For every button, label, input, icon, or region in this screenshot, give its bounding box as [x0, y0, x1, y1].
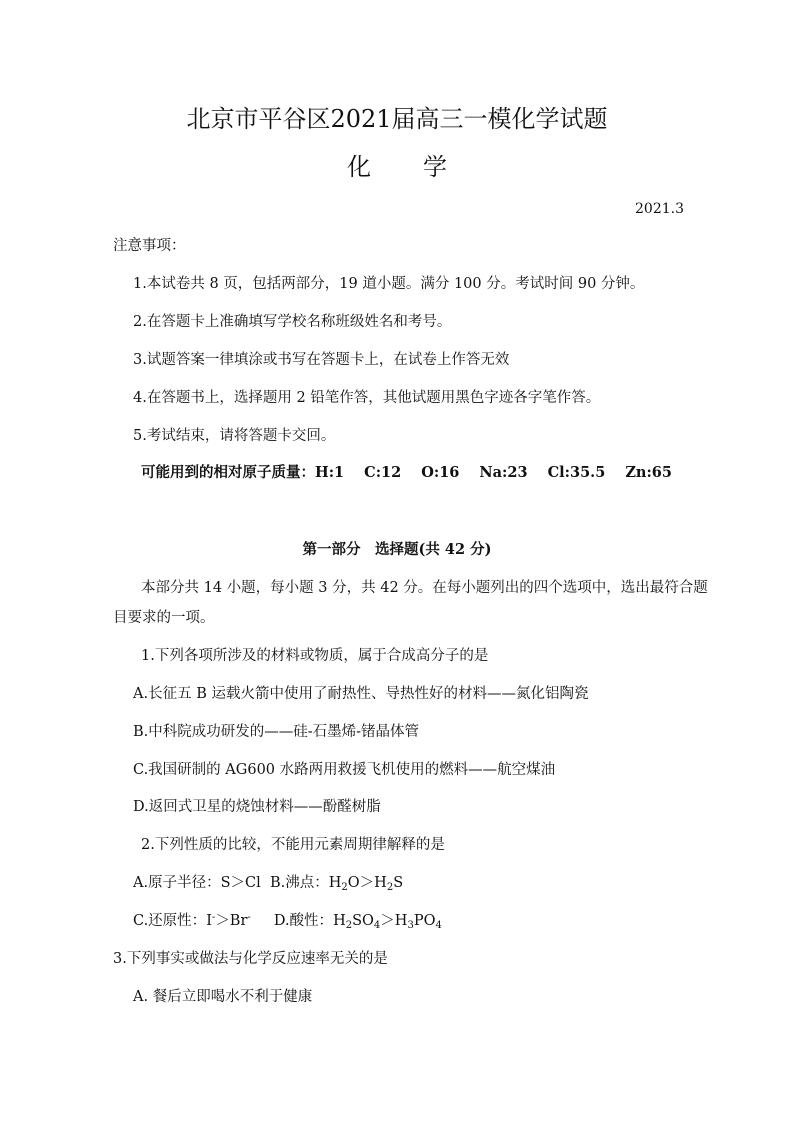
q2-option-a: A.原子半径：S＞Cl: [133, 875, 261, 891]
notes-heading: 注意事项：: [113, 238, 186, 254]
q2-option-b-formula: $H_2O>H_2S$: [328, 875, 404, 893]
atomic-mass-label: 可能用到的相对原子质量：: [141, 464, 315, 481]
exam-date: 2021.3: [635, 201, 684, 217]
q1-option-c: C.我国研制的 AG600 水路两用救援飞机使用的燃料——航空煤油: [133, 762, 556, 778]
q1-option-d: D.返回式卫星的烧蚀材料——酚醛树脂: [133, 799, 381, 815]
atomic-mass-h: H:1: [315, 464, 345, 481]
atomic-mass-cl: Cl:35.5: [547, 464, 606, 481]
part1-intro-line2: 目要求的一项。: [113, 610, 215, 626]
exam-title: 北京市平谷区2021届高三一模化学试题: [186, 105, 608, 133]
q2-option-c-formula: I-＞Br-: [206, 912, 251, 929]
q2-option-d-formula: $H_2SO_4>H_3PO_4$: [333, 913, 442, 931]
q2-option-c-label: C.还原性：: [133, 913, 207, 929]
note-item-2: 2.在答题卡上准确填写学校名称班级姓名和考号。: [133, 314, 452, 330]
part1-intro-line1: 本部分共 14 小题，每小题 3 分，共 42 分。在每小题列出的四个选项中，选出最符合题: [141, 580, 708, 596]
subject-heading: 化学: [347, 153, 499, 181]
atomic-mass-na: Na:23: [479, 464, 528, 481]
q3-stem: 3.下列事实或做法与化学反应速率无关的是: [113, 951, 388, 967]
note-item-1: 1.本试卷共 8 页，包括两部分，19 道小题。满分 100 分。考试时间 90 分钟。: [133, 276, 645, 292]
part1-heading: 第一部分 选择题(共 42 分): [302, 541, 492, 558]
q2-option-b-label: B.沸点：: [269, 875, 329, 891]
note-item-5: 5.考试结束，请将答题卡交回。: [133, 428, 336, 444]
note-item-3: 3.试题答案一律填涂或书写在答题卡上，在试卷上作答无效: [133, 352, 510, 368]
q2-option-d-label: D.酸性：: [273, 913, 334, 929]
q1-stem: 1.下列各项所涉及的材料或物质，属于合成高分子的是: [141, 648, 489, 664]
atomic-mass-c: C:12: [364, 464, 402, 481]
note-item-4: 4.在答题书上，选择题用 2 铅笔作答，其他试题用黑色字迹各字笔作答。: [133, 390, 601, 406]
q1-option-a: A.长征五 B 运载火箭中使用了耐热性、导热性好的材料——氮化铝陶瓷: [133, 686, 589, 702]
atomic-mass-zn: Zn:65: [625, 464, 672, 481]
q2-stem: 2.下列性质的比较，不能用元素周期律解释的是: [141, 837, 445, 853]
q2-options-cd: [133, 911, 442, 931]
atomic-mass-o: O:16: [421, 464, 460, 481]
q1-option-b: B.中科院成功研发的——硅-石墨烯-锗晶体管: [133, 724, 420, 740]
q2-options-ab: [133, 873, 403, 893]
atomic-mass-line: [141, 463, 672, 483]
q3-option-a: A. 餐后立即喝水不利于健康: [133, 989, 313, 1005]
